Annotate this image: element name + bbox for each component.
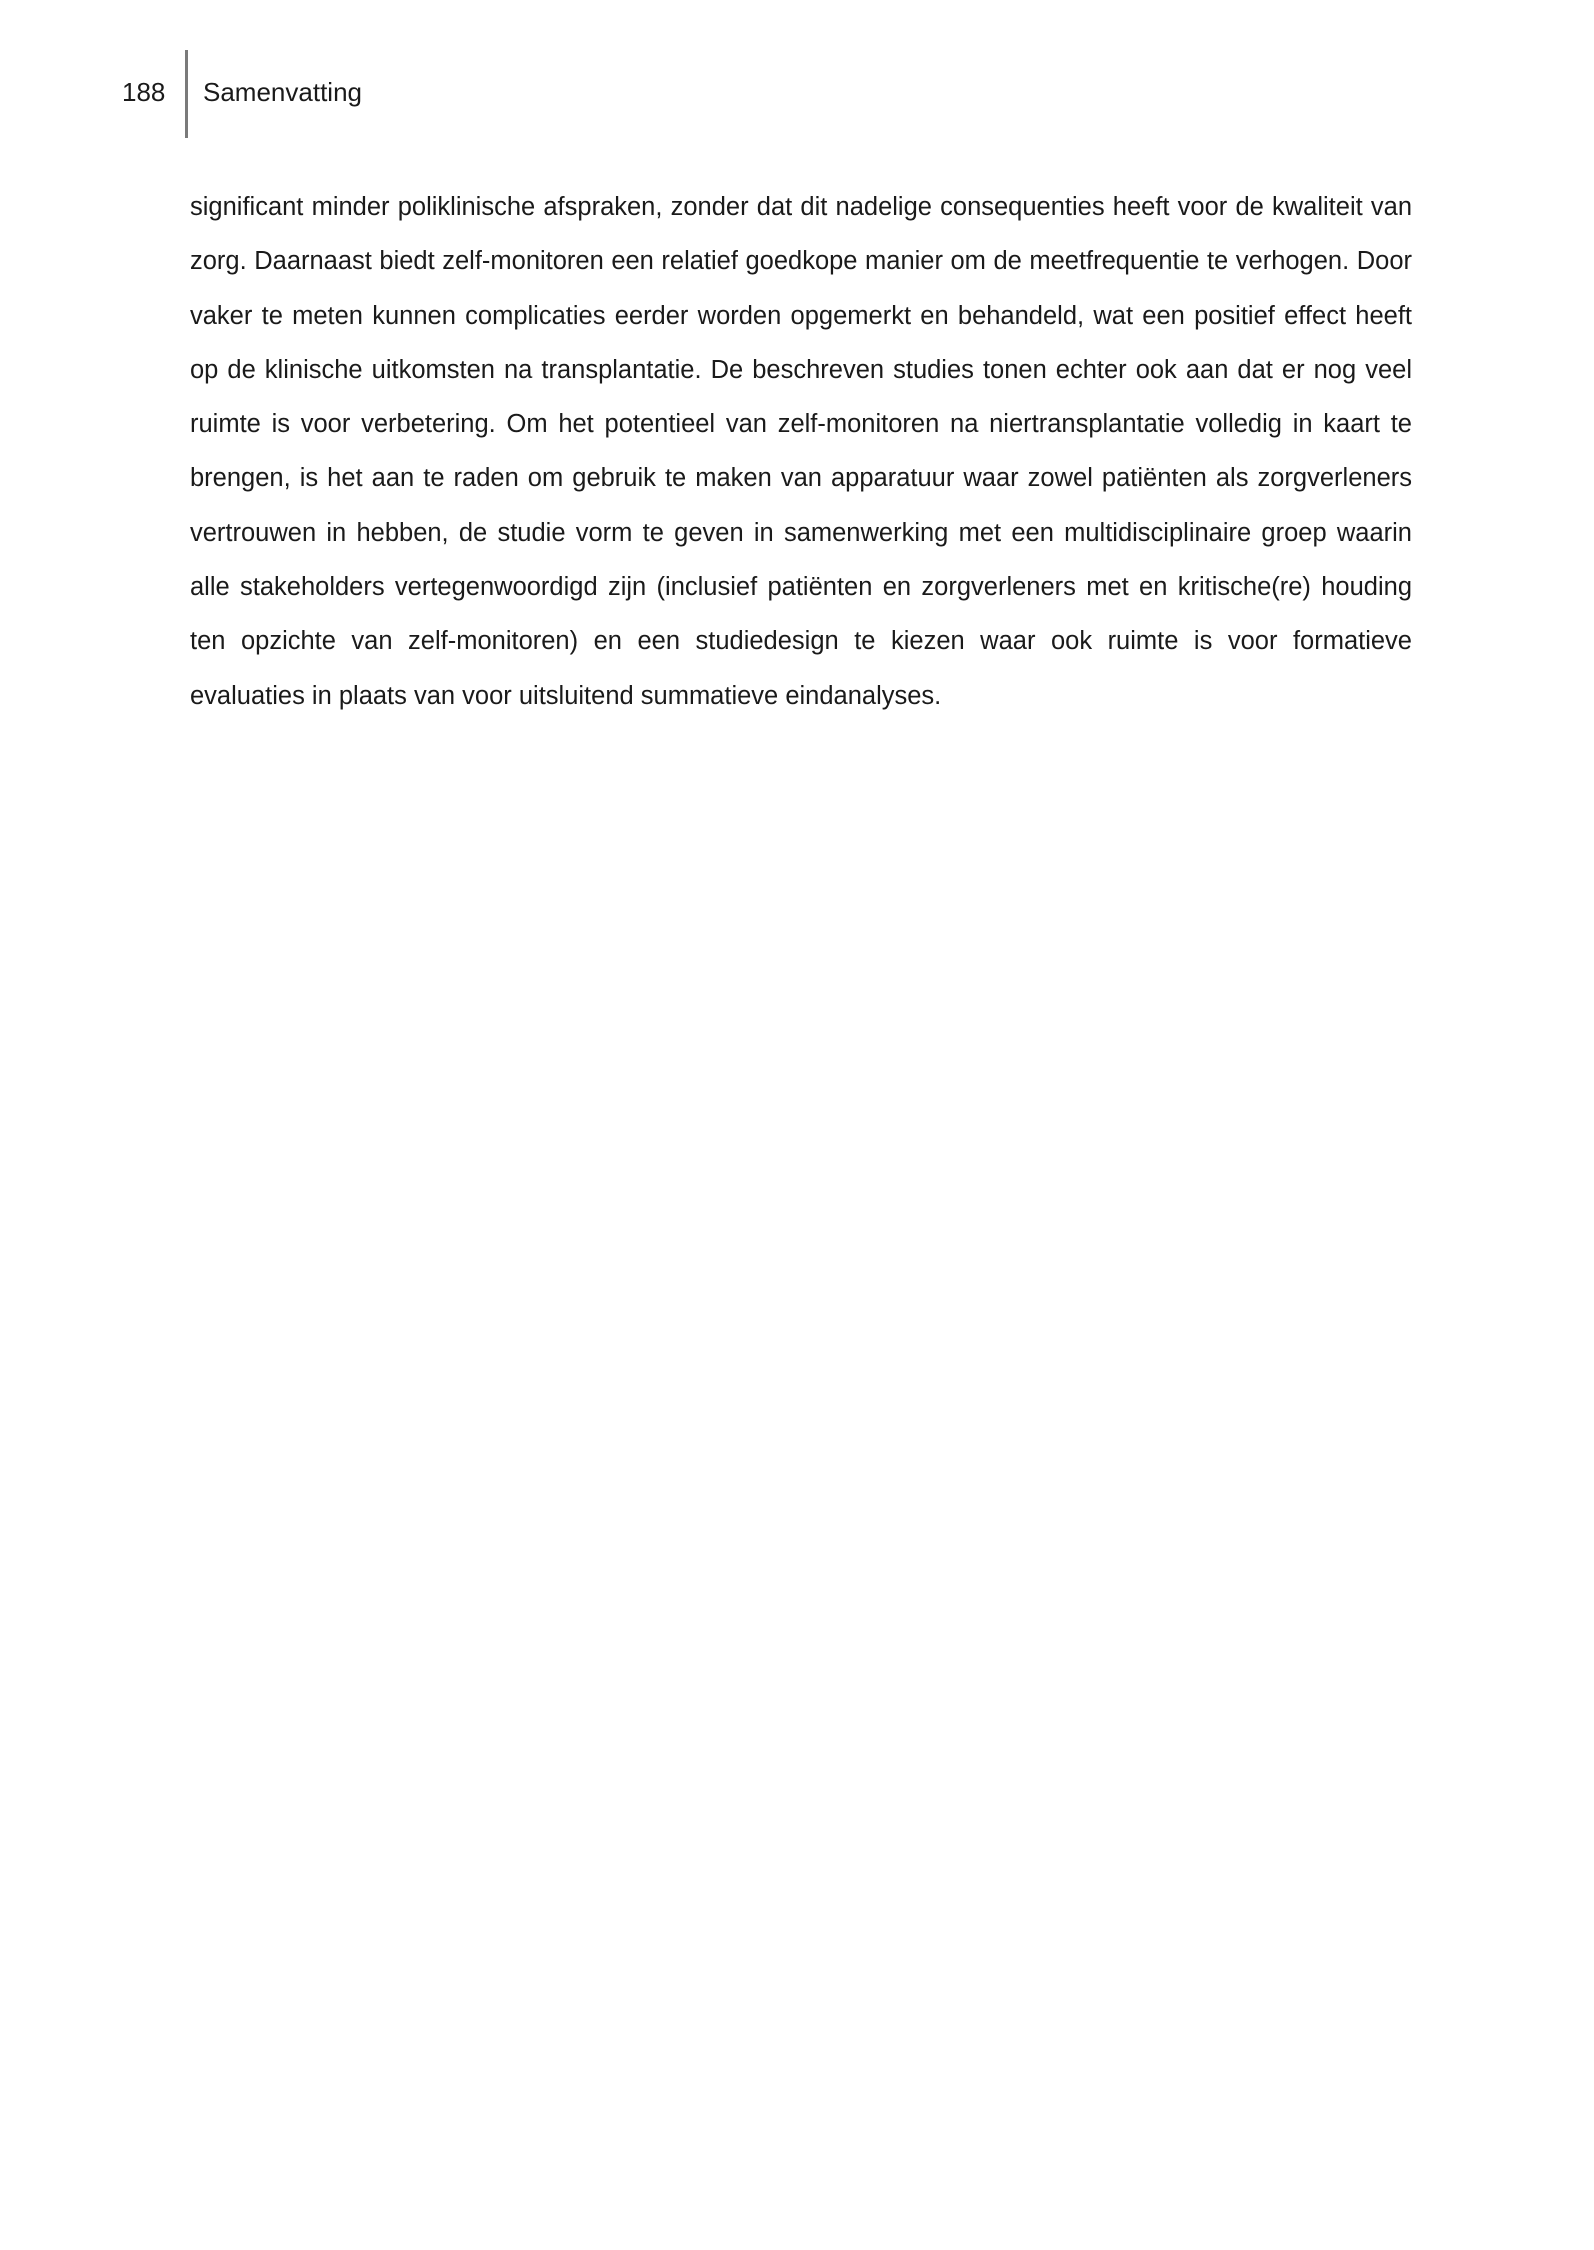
body-paragraph: significant minder poliklinische afspraken, zonder dat dit nadelige consequenties heeft voor de kwaliteit van zorg. Daarnaast biedt zelf-monitoren een relatief goedkope manier om de meetfrequentie te verhogen. Door vaker te meten kunnen complicaties eerder worden opgemerkt en behandeld, wat een positief effect heeft op de klinische uitkomsten na transplantatie. De beschreven studies tonen echter ook aan dat er nog veel ruimte is voor verbetering. Om het potentieel van zelf-monitoren na niertransplantatie volledig in kaart te brengen, is het aan te raden om gebruik te maken van apparatuur waar zowel patiënten als zorgverleners vertrouwen in hebben, de studie vorm te geven in samenwerking met een multidisciplinaire groep waarin alle stakeholders vertegenwoordigd zijn (inclusief patiënten en zorgverleners met en kritische(re) houding ten opzichte van zelf-monitoren) en een studiedesign te kiezen waar ook ruimte is voor formatieve evaluaties in plaats van voor uitsluitend summatieve eindanalyses.	[190, 193, 1412, 710]
header-divider	[185, 50, 188, 138]
running-title: Samenvatting	[203, 77, 362, 107]
page-number: 188	[122, 77, 166, 107]
page-header	[0, 50, 1594, 140]
